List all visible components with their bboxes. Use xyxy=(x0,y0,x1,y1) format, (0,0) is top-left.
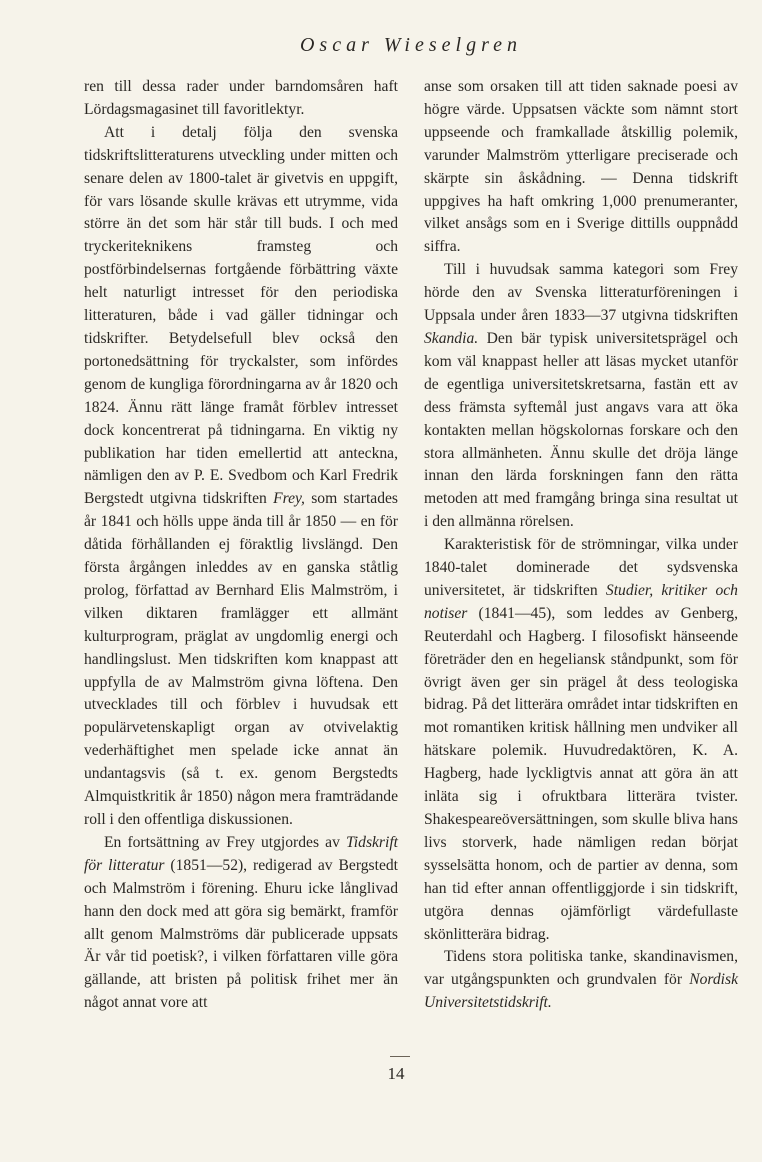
left-paragraph-1: ren till dessa rader under barndomsåren haft Lördagsmagasinet till favoritlektyr. xyxy=(84,78,398,118)
right-paragraph-4 xyxy=(424,946,738,1015)
right-p3-text: Karakteristisk för de strömningar, vilka under 1840-talet dominerade det sydsvenska universitetet, är tidskriften xyxy=(424,536,738,599)
title-nordisk-universitetstidskrift: Nordisk Universitetstidskrift. xyxy=(424,971,738,1012)
title-skandia: Skandia. xyxy=(424,329,479,347)
left-paragraph-2 xyxy=(84,122,398,832)
left-p3-text-end: (1851—52), redigerad av Bergstedt och Malmström i förening. Ehuru icke långlivad hann den dock med att göra sig bemärkt, framför allt genom Malmströms där publicerade uppsats Är vår tid poetisk?, i vilken författaren ville göra gällande, att bristen på politisk frihet mer än något annat vore att xyxy=(84,856,398,1012)
right-p4-text: Tidens stora politiska tanke, skandinavismen, var utgångspunkten och grundvalen för xyxy=(424,948,738,989)
left-column xyxy=(84,76,398,1015)
footer-rule xyxy=(390,1056,410,1057)
page-number: 14 xyxy=(387,1064,405,1083)
right-p2-text: Till i huvudsak samma kategori som Frey hörde den av Svenska litteraturföreningen i Uppsala under åren 1833—37 utgivna tidskriften xyxy=(424,261,738,325)
right-paragraph-3 xyxy=(424,534,738,946)
left-p2-text: Att i detalj följa den svenska tidskriftslitteraturens utveckling under mitten och senare delen av 1800-talet är givetvis en uppgift, för vars lösande skulle krävas ett utrymme, vida större än det som här står till buds. I och med tryckeriteknikens framsteg och postförbindelsernas fortgående förbättring växte helt naturligt intresset för den periodiska litteraturen, både i vad gäller tidningar och tidskrifter. Betydelsefull blev också den portonedsättning för tryckalster, som infördes genom de kungliga förordningarna av år 1820 och 1824. Ännu rätt länge framåt förblev intresset dock koncentrerat på tidningarna. En viktig ny publikation har tiden emellertid att anteckna, nämligen den av P. E. Svedbom och Karl Fredrik Bergstedt utgivna tidskriften xyxy=(84,123,398,508)
title-frey: Frey, xyxy=(273,490,305,508)
left-paragraph-3 xyxy=(84,832,398,1015)
right-column xyxy=(424,76,738,1015)
right-paragraph-1: anse som orsaken till att tiden saknade poesi av högre värde. Uppsatsen väckte som nämnt stort uppseende och framkallade åtskillig polemik, varunder Malmström ytterligare preciserade och skärpte sin åskådning. — Denna tidskrift uppgives ha haft omkring 1,000 prenumeranter, vilket ansågs som en i Sverige dittills ouppnådd siffra. xyxy=(424,78,738,256)
right-paragraph-2 xyxy=(424,259,738,534)
right-p3-text-end: (1841—45), som leddes av Genberg, Reuterdahl och Hagberg. I filosofiskt hänseende företräder den en hegeliansk ståndpunkt, som för övrigt även ger sin prägel åt dess teologiska bidrag. På det litterära området intar tidskriften en mot romantiken kritisk hållning men undviker all hätskare polemik. Huvudredaktören, K. A. Hagberg, hade lyckligtvis annat att göra än att inläta sig i ofruktbara litterära tvister. Shakespeareöversättningen, som skulle bliva hans livs storverk, hade nämligen redan börjat sysselsätta honom, och de partier av denna, som han tid efter annan offentliggjorde i sin tidskrift, utgöra dennas ojämförligt värdefullaste skönlitterära bidrag. xyxy=(424,604,738,943)
title-studier-kritiker: Studier, kritiker och notiser xyxy=(424,581,738,622)
left-p2-text-end: som startades år 1841 och hölls uppe ända till år 1850 — en för dåtida förhållanden ej föraktlig livslängd. Den första årgången inleddes av en ganska ståtlig prolog, författad av Bernhard Elis Malmström, i vilken diktaren framlägger ett allmänt kulturprogram, präglat av ungdomlig energi och handlingslust. Men tidskriften kom knappast att uppfylla de av Malmström givna löftena. Den utvecklades till och förblev i huvudsak ett populärvetenskapligt organ av otvivelaktig vederhäftighet men spelade icke annat än undantagsvis (så t. ex. genom Bergstedts Almquistkritik år 1850) någon mera framträdande roll i den offentliga diskussionen. xyxy=(84,490,398,828)
running-head: Oscar Wieselgren xyxy=(299,34,522,56)
left-p3-text: En fortsättning av Frey utgjordes av xyxy=(104,833,346,851)
right-p2-text-end: Den bär typisk universitetsprägel och kom väl knappast heller att läsas mycket utanför de egentliga universitetskretsarna, fastän ett av dess främsta syftemål just angavs vara att öka kontakten mellan högskolornas forskare och den stora allmänheten. Ännu skulle det dröja länge innan den lärda forskningen fann den rätta metoden att med framgång bringa sina resultat ut i den allmänna rörelsen. xyxy=(424,329,738,531)
title-tidskrift-for-litteratur: Tidskrift för litteratur xyxy=(84,833,398,874)
